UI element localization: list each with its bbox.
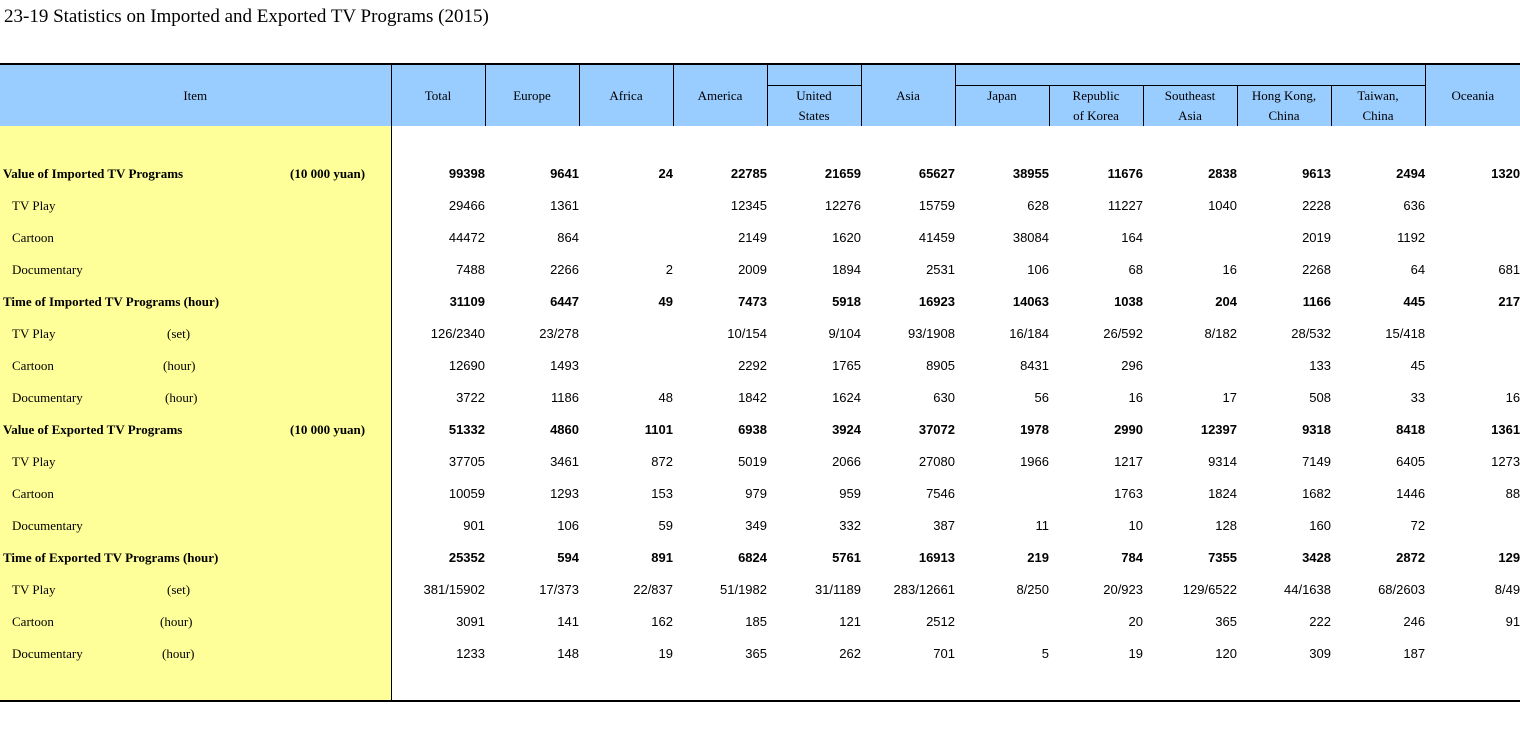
table-row xyxy=(0,573,1520,605)
cell-total: 381/15902 xyxy=(423,581,485,597)
table-row xyxy=(0,637,1520,669)
cell-united-states: 332 xyxy=(839,517,861,533)
cell-oceania: 681 xyxy=(1498,261,1520,277)
cell-united-states: 1765 xyxy=(832,357,861,373)
header-republic-of-korea xyxy=(1049,86,1143,127)
cell-america: 6938 xyxy=(738,421,767,437)
cell-europe: 23/278 xyxy=(539,325,579,341)
cell-republic-of-korea: 68 xyxy=(1128,261,1143,277)
cell-asia: 16923 xyxy=(918,293,955,309)
cell-europe: 1186 xyxy=(551,389,579,405)
cell-europe: 594 xyxy=(557,549,579,565)
cell-europe: 3461 xyxy=(550,453,579,469)
cell-united-states: 9/104 xyxy=(828,325,861,341)
cell-africa: 19 xyxy=(658,645,673,661)
cell-africa xyxy=(579,349,673,381)
row-item-cell xyxy=(0,445,391,477)
cell-asia: 15759 xyxy=(918,197,955,213)
cell-total: 3091 xyxy=(456,613,485,629)
cell-oceania: 1273 xyxy=(1491,453,1520,469)
cell-total: 901 xyxy=(463,517,485,533)
header-europe: Europe xyxy=(485,64,579,126)
cell-japan: 8431 xyxy=(1020,357,1049,373)
cell-japan: 628 xyxy=(1027,197,1049,213)
cell-oceania: 1320 xyxy=(1491,165,1520,181)
cell-america: 1842 xyxy=(738,389,767,405)
cell-southeast-asia: 1040 xyxy=(1208,197,1237,213)
table-row xyxy=(0,349,1520,381)
row-label: Cartoon xyxy=(12,614,54,629)
cell-united-states: 121 xyxy=(839,613,861,629)
row-item-cell xyxy=(0,477,391,509)
cell-southeast-asia xyxy=(1143,221,1237,253)
cell-hong-kong-china: 2268 xyxy=(1302,261,1331,277)
row-label: Cartoon xyxy=(12,358,54,373)
table-row xyxy=(0,541,1520,573)
cell-republic-of-korea: 2990 xyxy=(1114,421,1143,437)
cell-southeast-asia xyxy=(1143,349,1237,381)
header-item: Item xyxy=(0,64,391,126)
cell-africa: 22/837 xyxy=(633,581,673,597)
cell-africa: 2 xyxy=(665,261,673,277)
cell-hong-kong-china: 9613 xyxy=(1302,165,1331,181)
data-spacer xyxy=(391,126,1520,157)
row-label: Cartoon xyxy=(12,230,54,245)
cell-hong-kong-china: 9318 xyxy=(1302,421,1331,437)
cell-africa: 59 xyxy=(658,517,673,533)
cell-total: 37705 xyxy=(448,453,485,469)
cell-america: 7473 xyxy=(738,293,767,309)
cell-total: 1233 xyxy=(456,645,485,661)
cell-taiwan-china: 33 xyxy=(1410,389,1426,405)
row-item-cell xyxy=(0,189,391,221)
cell-united-states: 21659 xyxy=(824,165,861,181)
cell-oceania xyxy=(1425,637,1520,669)
cell-taiwan-china: 187 xyxy=(1403,645,1426,661)
cell-hong-kong-china: 222 xyxy=(1309,613,1331,629)
row-label: Documentary xyxy=(12,390,83,405)
cell-southeast-asia: 204 xyxy=(1215,293,1237,309)
cell-america: 979 xyxy=(745,485,767,501)
cell-oceania xyxy=(1425,189,1520,221)
cell-africa xyxy=(579,221,673,253)
cell-asia: 37072 xyxy=(918,421,955,437)
cell-republic-of-korea: 784 xyxy=(1121,549,1143,565)
row-unit: (hour) xyxy=(165,390,198,405)
cell-oceania: 217 xyxy=(1498,293,1520,309)
cell-taiwan-china: 445 xyxy=(1403,293,1426,309)
cell-japan: 16/184 xyxy=(1009,325,1049,341)
row-label: Time of Imported TV Programs (hour) xyxy=(3,294,220,309)
cell-europe: 6447 xyxy=(550,293,579,309)
cell-southeast-asia: 365 xyxy=(1215,613,1237,629)
cell-total: 99398 xyxy=(448,165,485,181)
header-america-group-spacer xyxy=(767,64,861,86)
cell-hong-kong-china: 28/532 xyxy=(1291,325,1331,341)
cell-africa: 162 xyxy=(651,613,673,629)
cell-united-states: 5761 xyxy=(832,549,861,565)
cell-hong-kong-china: 1166 xyxy=(1302,293,1331,309)
row-label: Cartoon xyxy=(12,486,54,501)
cell-africa: 49 xyxy=(658,293,673,309)
row-label: TV Play xyxy=(12,198,56,213)
header-africa: Africa xyxy=(579,64,673,126)
header-total: Total xyxy=(391,64,485,126)
cell-taiwan-china: 246 xyxy=(1403,613,1426,629)
row-unit: (set) xyxy=(167,326,191,341)
cell-united-states: 31/1189 xyxy=(814,581,861,597)
cell-southeast-asia: 16 xyxy=(1222,261,1237,277)
cell-japan: 106 xyxy=(1027,261,1049,277)
row-item-cell xyxy=(0,157,391,189)
cell-southeast-asia: 1824 xyxy=(1208,485,1237,501)
cell-republic-of-korea: 16 xyxy=(1128,389,1143,405)
table-row xyxy=(0,285,1520,317)
table-header xyxy=(0,64,1520,126)
cell-republic-of-korea: 20 xyxy=(1128,613,1143,629)
cell-republic-of-korea: 26/592 xyxy=(1103,325,1143,341)
cell-total: 31109 xyxy=(449,293,485,309)
cell-total: 7488 xyxy=(456,261,485,277)
header-united-states xyxy=(767,86,861,127)
row-item-cell xyxy=(0,413,391,445)
row-unit: (hour) xyxy=(162,646,195,661)
cell-asia: 16913 xyxy=(918,549,955,565)
table-row xyxy=(0,381,1520,413)
cell-europe: 2266 xyxy=(550,261,579,277)
statistics-table xyxy=(0,63,1520,702)
cell-america: 2009 xyxy=(738,261,767,277)
cell-europe: 9641 xyxy=(550,165,579,181)
row-label: TV Play xyxy=(12,582,56,597)
cell-japan: 14063 xyxy=(1012,293,1049,309)
cell-taiwan-china: 15/418 xyxy=(1385,325,1426,341)
cell-republic-of-korea: 19 xyxy=(1128,645,1143,661)
cell-oceania xyxy=(1425,509,1520,541)
cell-hong-kong-china: 508 xyxy=(1309,389,1331,405)
row-item-cell xyxy=(0,285,391,317)
cell-asia: 27080 xyxy=(918,453,955,469)
cell-united-states: 1620 xyxy=(832,229,861,245)
cell-southeast-asia: 7355 xyxy=(1208,549,1237,565)
cell-hong-kong-china: 3428 xyxy=(1302,549,1331,565)
cell-taiwan-china: 45 xyxy=(1410,357,1426,373)
cell-america: 365 xyxy=(745,645,767,661)
cell-japan: 219 xyxy=(1027,549,1049,565)
cell-united-states: 262 xyxy=(839,645,861,661)
cell-oceania: 88 xyxy=(1505,485,1520,501)
cell-asia: 41459 xyxy=(918,229,955,245)
cell-taiwan-china: 72 xyxy=(1410,517,1426,533)
cell-hong-kong-china: 7149 xyxy=(1302,453,1331,469)
cell-southeast-asia: 128 xyxy=(1215,517,1237,533)
table-row xyxy=(0,477,1520,509)
cell-asia: 65627 xyxy=(918,165,955,181)
row-item-cell xyxy=(0,637,391,669)
cell-oceania xyxy=(1425,317,1520,349)
row-item-cell xyxy=(0,253,391,285)
cell-southeast-asia: 17 xyxy=(1222,389,1237,405)
header-southeast-asia-line1: Southeast xyxy=(1164,88,1216,103)
row-label: TV Play xyxy=(12,326,56,341)
cell-taiwan-china: 68/2603 xyxy=(1378,581,1426,597)
cell-total: 126/2340 xyxy=(430,325,485,341)
header-taiwan-line2: China xyxy=(1362,108,1394,123)
cell-asia: 630 xyxy=(933,389,955,405)
cell-hong-kong-china: 309 xyxy=(1309,645,1331,661)
cell-asia: 701 xyxy=(933,645,955,661)
header-taiwan-china xyxy=(1331,86,1425,127)
row-label: Time of Exported TV Programs (hour) xyxy=(3,550,219,565)
header-korea-line2: of Korea xyxy=(1073,108,1119,123)
cell-america: 51/1982 xyxy=(720,581,767,597)
header-hong-kong-line2: China xyxy=(1268,108,1300,123)
table-row xyxy=(0,221,1520,253)
cell-japan: 1978 xyxy=(1020,421,1049,437)
cell-republic-of-korea: 20/923 xyxy=(1103,581,1143,597)
header-japan: Japan xyxy=(955,86,1049,127)
cell-republic-of-korea: 10 xyxy=(1128,517,1143,533)
cell-europe: 4860 xyxy=(550,421,579,437)
header-america: America xyxy=(673,64,767,126)
row-item-cell xyxy=(0,573,391,605)
row-item-cell xyxy=(0,221,391,253)
cell-europe: 1493 xyxy=(550,357,579,373)
cell-republic-of-korea: 11676 xyxy=(1107,165,1143,181)
cell-southeast-asia: 8/182 xyxy=(1204,325,1237,341)
cell-hong-kong-china: 1682 xyxy=(1302,485,1331,501)
cell-oceania: 16 xyxy=(1505,389,1520,405)
cell-asia: 2512 xyxy=(926,613,955,629)
cell-asia: 8905 xyxy=(926,357,955,373)
cell-america: 6824 xyxy=(738,549,767,565)
table-row xyxy=(0,253,1520,285)
cell-japan: 56 xyxy=(1034,389,1049,405)
cell-united-states: 5918 xyxy=(832,293,861,309)
cell-southeast-asia: 9314 xyxy=(1208,453,1237,469)
cell-total: 10059 xyxy=(448,485,485,501)
cell-africa: 48 xyxy=(658,389,673,405)
cell-america: 349 xyxy=(745,517,767,533)
cell-europe: 17/373 xyxy=(539,581,579,597)
row-item-cell xyxy=(0,317,391,349)
cell-asia: 7546 xyxy=(926,485,955,501)
cell-southeast-asia: 2838 xyxy=(1208,165,1237,181)
cell-africa: 1101 xyxy=(644,421,673,437)
row-label: Documentary xyxy=(12,646,83,661)
header-united-states-line2: States xyxy=(798,108,830,123)
cell-asia: 387 xyxy=(933,517,955,533)
cell-america: 10/154 xyxy=(727,325,767,341)
cell-japan: 38955 xyxy=(1012,165,1049,181)
cell-united-states: 12276 xyxy=(824,197,861,213)
cell-southeast-asia: 120 xyxy=(1215,645,1237,661)
cell-japan: 38084 xyxy=(1012,229,1049,245)
cell-united-states: 959 xyxy=(839,485,861,501)
cell-republic-of-korea: 164 xyxy=(1121,229,1143,245)
cell-united-states: 1624 xyxy=(832,389,861,405)
cell-america: 12345 xyxy=(730,197,767,213)
row-unit: (hour) xyxy=(163,358,196,373)
row-label: TV Play xyxy=(12,454,56,469)
cell-taiwan-china: 636 xyxy=(1403,197,1426,213)
cell-africa: 153 xyxy=(651,485,673,501)
table-row xyxy=(0,509,1520,541)
row-label: Value of Exported TV Programs xyxy=(3,422,183,437)
cell-republic-of-korea: 11227 xyxy=(1107,197,1143,213)
cell-oceania: 1361 xyxy=(1491,421,1520,437)
cell-total: 12690 xyxy=(448,357,485,373)
cell-japan: 11 xyxy=(1035,517,1049,533)
table-spacer-top xyxy=(0,126,1520,157)
row-label: Documentary xyxy=(12,518,83,533)
table-row xyxy=(0,605,1520,637)
cell-oceania: 129 xyxy=(1498,549,1520,565)
cell-europe: 106 xyxy=(557,517,579,533)
cell-asia: 93/1908 xyxy=(908,325,955,341)
row-item-cell xyxy=(0,349,391,381)
cell-taiwan-china: 2872 xyxy=(1396,549,1426,565)
cell-europe: 148 xyxy=(557,645,579,661)
cell-oceania: 91 xyxy=(1505,613,1520,629)
header-asia-group-spacer xyxy=(955,64,1425,86)
cell-taiwan-china: 1192 xyxy=(1397,229,1426,245)
cell-europe: 1293 xyxy=(550,485,579,501)
cell-asia: 283/12661 xyxy=(893,581,955,597)
cell-africa: 872 xyxy=(651,453,673,469)
cell-republic-of-korea: 1217 xyxy=(1114,453,1143,469)
row-unit: (10 000 yuan) xyxy=(290,422,366,437)
cell-europe: 864 xyxy=(557,229,579,245)
header-hong-kong-china xyxy=(1237,86,1331,127)
cell-taiwan-china: 2494 xyxy=(1396,165,1426,181)
row-unit: (hour) xyxy=(160,614,193,629)
row-unit: (set) xyxy=(167,582,191,597)
cell-america: 2292 xyxy=(738,357,767,373)
cell-america: 2149 xyxy=(738,229,767,245)
cell-total: 3722 xyxy=(456,389,485,405)
header-korea-line1: Republic xyxy=(1072,88,1120,103)
cell-japan: 5 xyxy=(1041,645,1049,661)
cell-hong-kong-china: 2228 xyxy=(1302,197,1331,213)
cell-africa: 891 xyxy=(651,549,673,565)
table-row xyxy=(0,317,1520,349)
cell-total: 29466 xyxy=(448,197,485,213)
cell-hong-kong-china: 133 xyxy=(1309,357,1331,373)
row-label: Documentary xyxy=(12,262,83,277)
cell-hong-kong-china: 44/1638 xyxy=(1284,581,1331,597)
row-item-cell xyxy=(0,605,391,637)
cell-total: 44472 xyxy=(448,229,485,245)
item-column-spacer xyxy=(0,126,391,157)
cell-japan: 1966 xyxy=(1020,453,1049,469)
cell-europe: 141 xyxy=(557,613,579,629)
cell-oceania xyxy=(1425,349,1520,381)
header-hong-kong-line1: Hong Kong, xyxy=(1251,88,1317,103)
cell-taiwan-china: 1446 xyxy=(1396,485,1426,501)
row-unit: (10 000 yuan) xyxy=(290,166,366,181)
header-southeast-asia xyxy=(1143,86,1237,127)
header-southeast-asia-line2: Asia xyxy=(1178,108,1202,123)
cell-republic-of-korea: 1038 xyxy=(1114,293,1143,309)
cell-hong-kong-china: 2019 xyxy=(1302,229,1331,245)
row-label: Value of Imported TV Programs xyxy=(3,166,184,181)
table-row xyxy=(0,445,1520,477)
cell-taiwan-china: 6405 xyxy=(1396,453,1426,469)
cell-southeast-asia: 12397 xyxy=(1200,421,1237,437)
cell-republic-of-korea: 296 xyxy=(1121,357,1143,373)
cell-africa xyxy=(579,189,673,221)
table-body xyxy=(0,126,1520,701)
cell-japan: 8/250 xyxy=(1016,581,1049,597)
cell-asia: 2531 xyxy=(926,261,955,277)
cell-europe: 1361 xyxy=(550,197,579,213)
table-row xyxy=(0,413,1520,445)
table-spacer-bottom xyxy=(0,669,1520,701)
data-spacer xyxy=(391,669,1520,701)
cell-taiwan-china: 8418 xyxy=(1396,421,1426,437)
header-united-states-line1: United xyxy=(796,88,832,103)
cell-oceania xyxy=(1425,221,1520,253)
item-column-spacer xyxy=(0,669,391,701)
cell-united-states: 3924 xyxy=(832,421,861,437)
cell-united-states: 2066 xyxy=(832,453,861,469)
cell-america: 185 xyxy=(745,613,767,629)
header-asia: Asia xyxy=(861,64,955,126)
header-oceania: Oceania xyxy=(1425,64,1520,126)
cell-africa: 24 xyxy=(658,165,673,181)
cell-america: 5019 xyxy=(738,453,767,469)
row-item-cell xyxy=(0,381,391,413)
cell-japan xyxy=(955,605,1049,637)
cell-hong-kong-china: 160 xyxy=(1309,517,1331,533)
cell-republic-of-korea: 1763 xyxy=(1114,485,1143,501)
cell-united-states: 1894 xyxy=(832,261,861,277)
cell-oceania: 8/49 xyxy=(1494,581,1520,597)
cell-japan xyxy=(955,477,1049,509)
cell-taiwan-china: 64 xyxy=(1410,261,1426,277)
header-taiwan-line1: Taiwan, xyxy=(1357,88,1399,103)
row-item-cell xyxy=(0,541,391,573)
table-row xyxy=(0,189,1520,221)
cell-total: 25352 xyxy=(448,549,485,565)
page-title: 23-19 Statistics on Imported and Exported TV Programs (2015) xyxy=(4,6,489,27)
row-item-cell xyxy=(0,509,391,541)
cell-africa xyxy=(579,317,673,349)
cell-america: 22785 xyxy=(730,165,767,181)
cell-total: 51332 xyxy=(448,421,485,437)
cell-southeast-asia: 129/6522 xyxy=(1182,581,1237,597)
table-row xyxy=(0,157,1520,189)
